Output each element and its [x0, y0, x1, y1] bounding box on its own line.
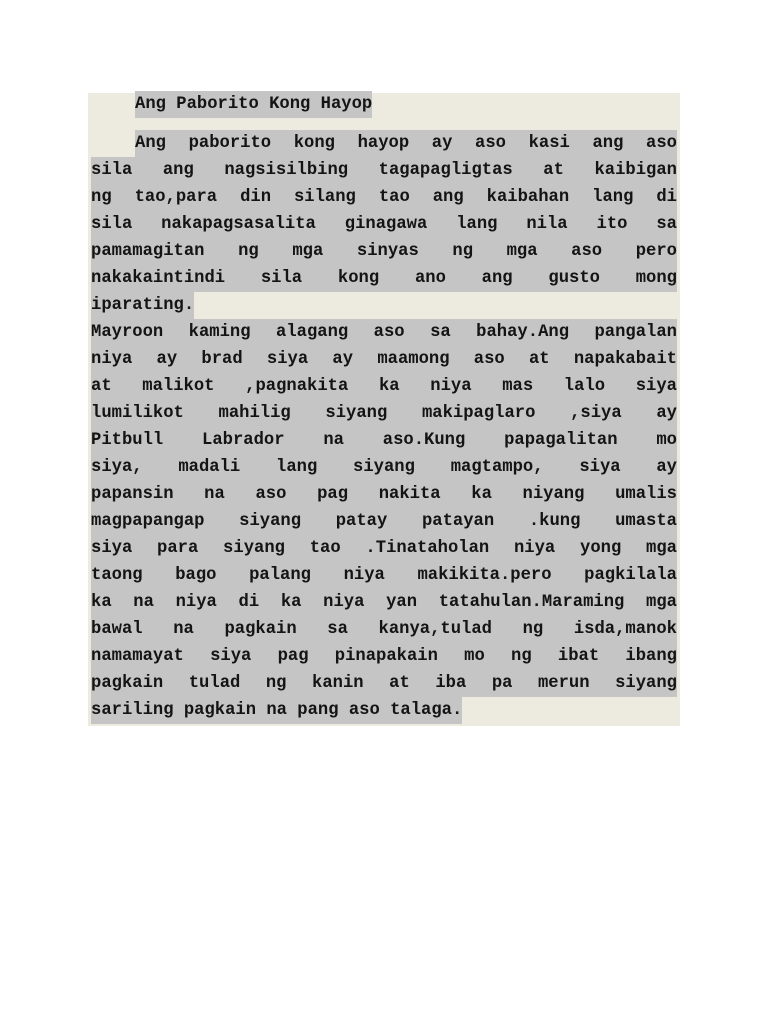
paragraph-2-line: pagkain tulad ng kanin at iba pa merun siyang	[91, 670, 677, 697]
paragraph-2-line: taong bago palang niya makikita.pero pagkilala	[91, 562, 677, 589]
paragraph-1-line: sila nakapagsasalita ginagawa lang nila ito sa	[91, 211, 677, 238]
paragraph-2-line: papansin na aso pag nakita ka niyang umalis	[91, 481, 677, 508]
paragraph-1-line: ng tao,para din silang tao ang kaibahan lang di	[91, 184, 677, 211]
paragraph-2-line: ka na niya di ka niya yan tatahulan.Maraming mga	[91, 589, 677, 616]
paragraph-1-line: nakakaintindi sila kong ano ang gusto mong	[91, 265, 677, 292]
paragraph-2-line: at malikot ,pagnakita ka niya mas lalo siya	[91, 373, 677, 400]
paragraph-2-line: bawal na pagkain sa kanya,tulad ng isda,manok	[91, 616, 677, 643]
paragraph-1-last-line: iparating.	[91, 292, 194, 319]
paragraph-2-line: niya ay brad siya ay maamong aso at napakabait	[91, 346, 677, 373]
paragraph-2-line: Pitbull Labrador na aso.Kung papagalitan mo	[91, 427, 677, 454]
paragraph-1-first-line: Ang paborito kong hayop ay aso kasi ang aso	[135, 130, 677, 157]
paragraph-2-line: siya para siyang tao .Tinataholan niya yong mga	[91, 535, 677, 562]
paragraph-2-line: siya, madali lang siyang magtampo, siya ay	[91, 454, 677, 481]
paragraph-2-last-line: sariling pagkain na pang aso talaga.	[91, 697, 462, 724]
paragraph-2-line: Mayroon kaming alagang aso sa bahay.Ang pangalan	[91, 319, 677, 346]
paragraph-2-line: namamayat siya pag pinapakain mo ng ibat ibang	[91, 643, 677, 670]
document-title: Ang Paborito Kong Hayop	[135, 91, 372, 118]
paragraph-1-line: sila ang nagsisilbing tagapagligtas at kaibigan	[91, 157, 677, 184]
paragraph-1-line: pamamagitan ng mga sinyas ng mga aso pero	[91, 238, 677, 265]
paragraph-2-line: lumilikot mahilig siyang makipaglaro ,siya ay	[91, 400, 677, 427]
paragraph-2-line: magpapangap siyang patay patayan .kung umasta	[91, 508, 677, 535]
